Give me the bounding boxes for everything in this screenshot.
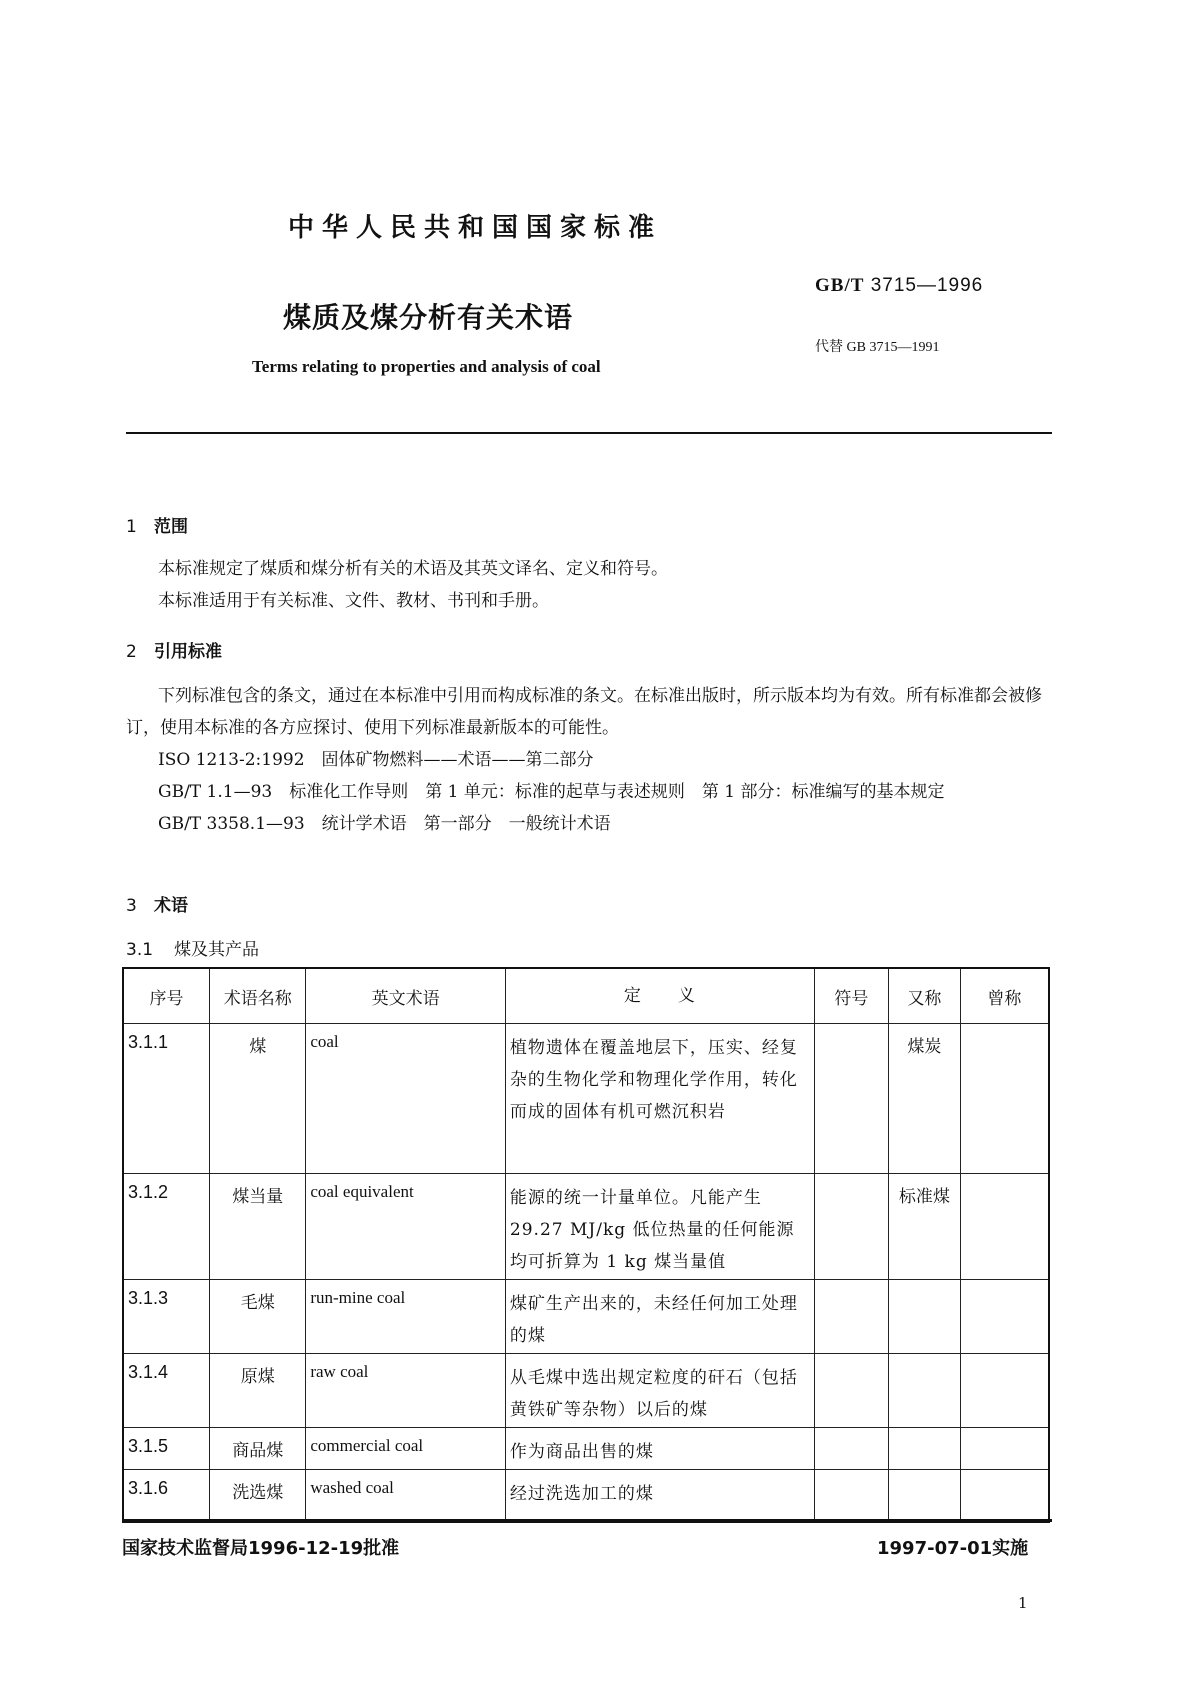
table-row xyxy=(123,1024,1049,1174)
cell-term: 商品煤 xyxy=(210,1428,306,1470)
col-header-definition: 定 义 xyxy=(505,968,814,1024)
cell-alias: 煤炭 xyxy=(888,1024,960,1174)
cell-former-name xyxy=(960,1024,1049,1174)
english-title: Terms relating to properties and analysis of coal xyxy=(252,357,601,376)
section-title: 引用标准 xyxy=(154,642,222,662)
cell-symbol xyxy=(814,1280,888,1354)
table-row xyxy=(123,1470,1049,1522)
cell-number: 3.1.5 xyxy=(123,1428,210,1470)
cell-english: coal xyxy=(306,1024,506,1174)
approval-note: 国家技术监督局1996-12-19批准 xyxy=(122,1538,400,1559)
cell-symbol xyxy=(814,1024,888,1174)
page-number: 1 xyxy=(1018,1594,1028,1612)
table-row xyxy=(123,1354,1049,1428)
reference-item: ISO 1213-2:1992 固体矿物燃料——术语——第二部分 xyxy=(158,750,594,770)
section-number: 3 xyxy=(126,896,137,916)
cell-number: 3.1.6 xyxy=(123,1470,210,1522)
table-row xyxy=(123,1428,1049,1470)
col-header-english: 英文术语 xyxy=(306,968,506,1024)
cell-former-name xyxy=(960,1354,1049,1428)
cell-alias xyxy=(888,1470,960,1522)
cell-definition: 能源的统一计量单位。凡能产生 29.27 MJ/kg 低位热量的任何能源均可折算为 1 kg 煤当量值 xyxy=(505,1174,814,1280)
effective-date: 1997-07-01实施 xyxy=(877,1538,1029,1559)
cell-number: 3.1.3 xyxy=(123,1280,210,1354)
replaces-note: 代替 GB 3715—1991 xyxy=(815,340,940,355)
cell-definition: 煤矿生产出来的，未经任何加工处理的煤 xyxy=(505,1280,814,1354)
cell-former-name xyxy=(960,1174,1049,1280)
cell-former-name xyxy=(960,1280,1049,1354)
section-heading-scope xyxy=(126,512,188,537)
cell-alias xyxy=(888,1280,960,1354)
cell-symbol xyxy=(814,1174,888,1280)
section-heading-references xyxy=(126,637,222,662)
cell-number: 3.1.4 xyxy=(123,1354,210,1428)
paragraph: 本标准规定了煤质和煤分析有关的术语及其英文译名、定义和符号。 xyxy=(158,559,668,579)
cell-definition: 作为商品出售的煤 xyxy=(505,1428,814,1470)
col-header-former-name: 曾称 xyxy=(960,968,1049,1024)
col-header-term: 术语名称 xyxy=(210,968,306,1024)
cell-english: run-mine coal xyxy=(306,1280,506,1354)
paragraph: 本标准适用于有关标准、文件、教材、书刊和手册。 xyxy=(158,591,549,611)
cell-term: 煤当量 xyxy=(210,1174,306,1280)
cell-english: commercial coal xyxy=(306,1428,506,1470)
footer-divider xyxy=(122,1519,1052,1522)
cell-symbol xyxy=(814,1428,888,1470)
cell-definition: 经过洗选加工的煤 xyxy=(505,1470,814,1522)
cell-definition: 从毛煤中选出规定粒度的矸石（包括黄铁矿等杂物）以后的煤 xyxy=(505,1354,814,1428)
cell-former-name xyxy=(960,1470,1049,1522)
cell-definition: 植物遗体在覆盖地层下，压实、经复杂的生物化学和物理化学作用，转化而成的固体有机可燃沉积岩 xyxy=(505,1024,814,1174)
cell-symbol xyxy=(814,1354,888,1428)
section-number: 1 xyxy=(126,517,137,537)
cell-number: 3.1.2 xyxy=(123,1174,210,1280)
table-row xyxy=(123,1280,1049,1354)
cell-term: 煤 xyxy=(210,1024,306,1174)
section-title: 范围 xyxy=(154,517,188,537)
cell-alias xyxy=(888,1428,960,1470)
cell-english: coal equivalent xyxy=(306,1174,506,1280)
subsection-heading xyxy=(126,934,1056,966)
cell-symbol xyxy=(814,1470,888,1522)
cell-english: raw coal xyxy=(306,1354,506,1428)
table-row xyxy=(123,1174,1049,1280)
cell-alias xyxy=(888,1354,960,1428)
reference-item: GB/T 3358.1—93 统计学术语 第一部分 一般统计术语 xyxy=(158,814,611,834)
header-divider xyxy=(126,432,1052,434)
col-header-number: 序号 xyxy=(123,968,210,1024)
cell-former-name xyxy=(960,1428,1049,1470)
col-header-alias: 又称 xyxy=(888,968,960,1024)
table-header-row xyxy=(123,968,1049,1024)
cell-term: 洗选煤 xyxy=(210,1470,306,1522)
standard-title: 中华人民共和国国家标准 xyxy=(288,213,663,243)
terms-table xyxy=(122,967,1050,1523)
subsection-title: 煤及其产品 xyxy=(174,940,259,960)
section-heading-terms xyxy=(126,891,188,916)
standard-code xyxy=(815,275,983,297)
col-header-symbol: 符号 xyxy=(814,968,888,1024)
cell-number: 3.1.1 xyxy=(123,1024,210,1174)
section-body-scope xyxy=(126,553,1056,617)
cell-english: washed coal xyxy=(306,1470,506,1522)
section-title: 术语 xyxy=(154,896,188,916)
standard-code-number: 3715—1996 xyxy=(870,275,984,296)
document-title: 煤质及煤分析有关术语 xyxy=(283,301,574,334)
reference-item: GB/T 1.1—93 标准化工作导则 第 1 单元：标准的起草与表述规则 第 1 部分：标准编写的基本规定 xyxy=(158,782,945,802)
section-number: 2 xyxy=(126,642,137,662)
standard-code-prefix: GB/T xyxy=(815,275,865,296)
cell-alias: 标准煤 xyxy=(888,1174,960,1280)
paragraph: 下列标准包含的条文，通过在本标准中引用而构成标准的条文。在标准出版时，所示版本均为有效。所有标准都会被修订，使用本标准的各方应探讨、使用下列标准最新版本的可能性。 xyxy=(126,686,1042,738)
section-body-references xyxy=(126,680,1056,840)
cell-term: 毛煤 xyxy=(210,1280,306,1354)
subsection-number: 3.1 xyxy=(126,940,154,960)
cell-term: 原煤 xyxy=(210,1354,306,1428)
